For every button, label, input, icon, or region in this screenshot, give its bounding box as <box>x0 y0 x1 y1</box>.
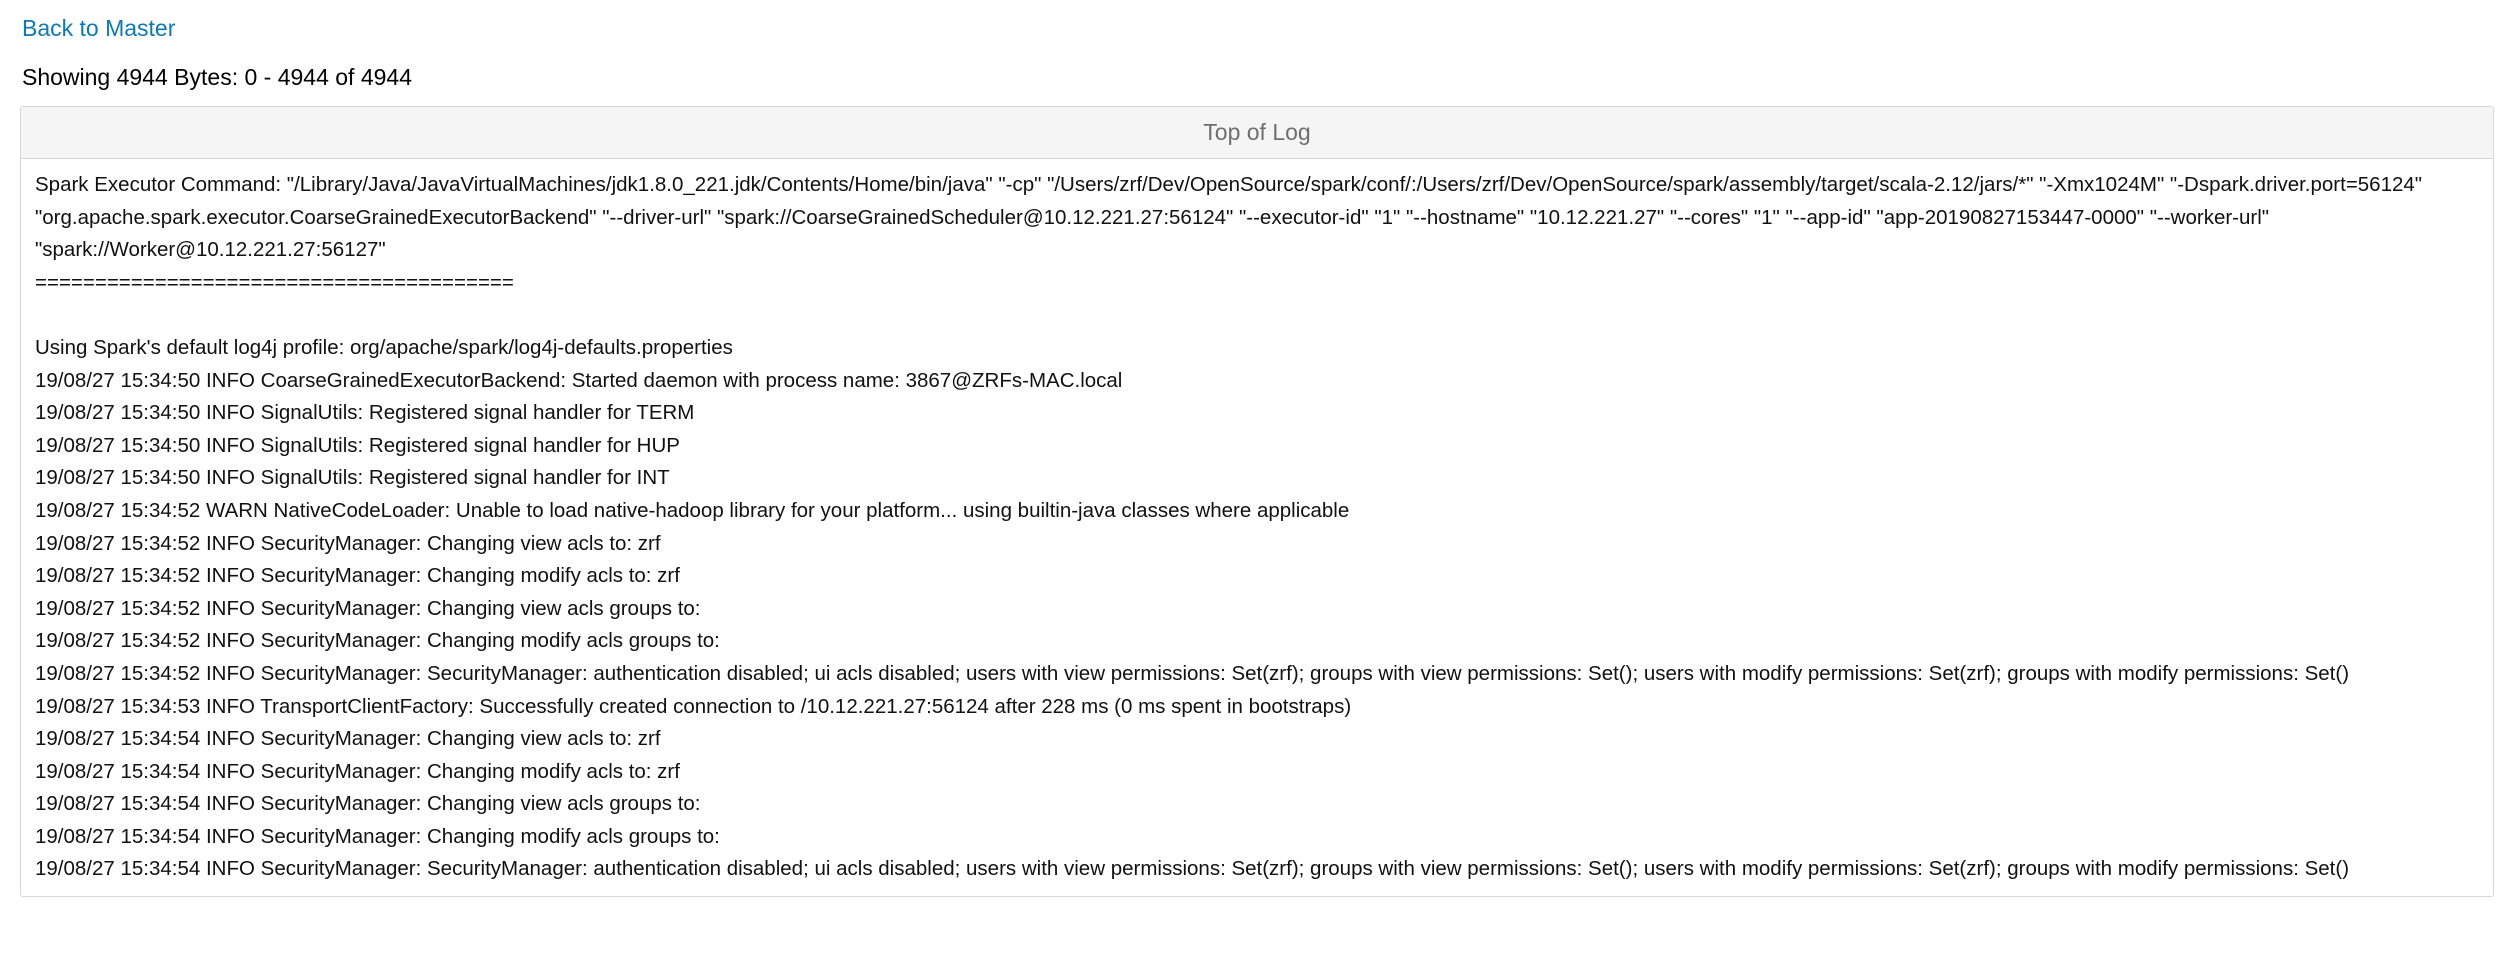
log-line: 19/08/27 15:34:52 INFO SecurityManager: Changing modify acls to: zrf <box>35 564 680 588</box>
log-line: 19/08/27 15:34:54 INFO SecurityManager: Changing view acls to: zrf <box>35 727 661 751</box>
log-line: 19/08/27 15:34:50 INFO SignalUtils: Registered signal handler for TERM <box>35 401 695 425</box>
log-content <box>21 159 2493 896</box>
log-line: 19/08/27 15:34:52 WARN NativeCodeLoader: Unable to load native-hadoop library for your platform... using builtin-java classes where applicable <box>35 498 1350 522</box>
log-panel-header: Top of Log <box>21 107 2493 159</box>
log-line: Using Spark's default log4j profile: org/apache/spark/log4j-defaults.properties <box>35 335 733 359</box>
log-line <box>35 299 2479 332</box>
log-panel <box>20 106 2494 897</box>
log-line: 19/08/27 15:34:54 INFO SecurityManager: Changing modify acls to: zrf <box>35 759 680 783</box>
showing-bytes-status: Showing 4944 Bytes: 0 - 4944 of 4944 <box>22 64 413 90</box>
log-line: 19/08/27 15:34:52 INFO SecurityManager: Changing view acls groups to: <box>35 596 701 620</box>
log-line: 19/08/27 15:34:52 INFO SecurityManager: Changing view acls to: zrf <box>35 531 661 555</box>
log-line: 19/08/27 15:34:52 INFO SecurityManager: SecurityManager: authentication disabled; ui acls disabled; users with view permissions: Set(zrf); groups with view permissions: Set(); users with modify permissions: Set(zrf); groups with modify permissions: Set() <box>35 661 2350 685</box>
log-line: 19/08/27 15:34:54 INFO SecurityManager: Changing view acls groups to: <box>35 792 701 816</box>
log-line: 19/08/27 15:34:50 INFO SignalUtils: Registered signal handler for INT <box>35 466 670 490</box>
back-to-master-link[interactable]: Back to Master <box>22 15 176 41</box>
log-line: ======================================== <box>35 270 514 294</box>
log-line: 19/08/27 15:34:54 INFO SecurityManager: SecurityManager: authentication disabled; ui acls disabled; users with view permissions: Set(zrf); groups with view permissions: Set(); users with modify permissions: Set(zrf); groups with modify permissions: Set() <box>35 857 2350 881</box>
log-line: 19/08/27 15:34:50 INFO SignalUtils: Registered signal handler for HUP <box>35 433 680 457</box>
log-line: Spark Executor Command: "/Library/Java/JavaVirtualMachines/jdk1.8.0_221.jdk/Contents/Home/bin/java" "-cp" "/Users/zrf/Dev/OpenSource/spark/conf/:/Users/zrf/Dev/OpenSource/spark/assembly/target/scala-2.12/jars/*" "-Xmx1024M" "-Dspark.driver.port=56124" "org.apache.spark.executor.CoarseGrainedExecutorBackend" "--driver-url" "spark://CoarseGrainedScheduler@10.12.221.27:56124" "--executor-id" "1" "--hostname" "10.12.221.27" "--cores" "1" "--app-id" "app-20190827153447-0000" "--worker-url" "spark://Worker@10.12.221.27:56127" <box>35 173 2423 262</box>
log-line: 19/08/27 15:34:52 INFO SecurityManager: Changing modify acls groups to: <box>35 629 720 653</box>
log-line: 19/08/27 15:34:53 INFO TransportClientFactory: Successfully created connection to /10.12.221.27:56124 after 228 ms (0 ms spent in bootstraps) <box>35 694 1352 718</box>
log-line: 19/08/27 15:34:50 INFO CoarseGrainedExecutorBackend: Started daemon with process name: 3867@ZRFs-MAC.local <box>35 368 1123 392</box>
log-line: 19/08/27 15:34:54 INFO SecurityManager: Changing modify acls groups to: <box>35 824 720 848</box>
